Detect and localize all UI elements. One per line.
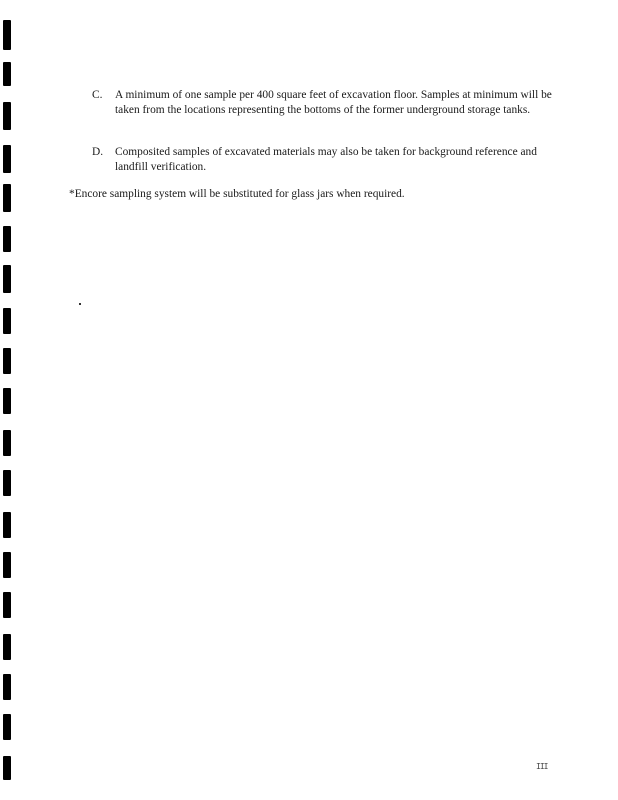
binder-punch-mark [3,62,11,86]
list-item-text: Composited samples of excavated materials may also be taken for background reference and landfill verification. [115,146,537,173]
binder-punch-mark [3,145,11,173]
binder-punch-mark [3,348,11,374]
list-item-letter: D. [92,146,104,158]
binder-punch-mark [3,592,11,618]
binder-punch-mark [3,265,11,293]
binder-punch-mark [3,512,11,538]
binder-punch-mark [3,674,11,700]
footnote: *Encore sampling system will be substituted for glass jars when required. [69,188,405,200]
binder-punch-mark [3,634,11,660]
binder-punch-mark [3,388,11,414]
binder-punch-mark [3,756,11,780]
list-item [92,145,562,174]
binder-punch-mark [3,430,11,456]
list-item-letter: C. [92,89,103,101]
page-number: III [536,762,548,771]
binder-punch-mark [3,308,11,334]
list-item [92,88,562,117]
binder-punch-mark [3,470,11,496]
binder-punch-mark [3,184,11,212]
binder-punch-mark [3,714,11,740]
binder-punch-mark [3,102,11,130]
binder-punch-mark [3,226,11,252]
binder-punch-mark [3,20,11,50]
binder-punch-mark [3,552,11,578]
scan-speck [79,303,81,305]
list-item-text: A minimum of one sample per 400 square feet of excavation floor. Samples at minimum will be taken from the locations representing the bottoms of the former underground storage tanks. [115,89,552,116]
